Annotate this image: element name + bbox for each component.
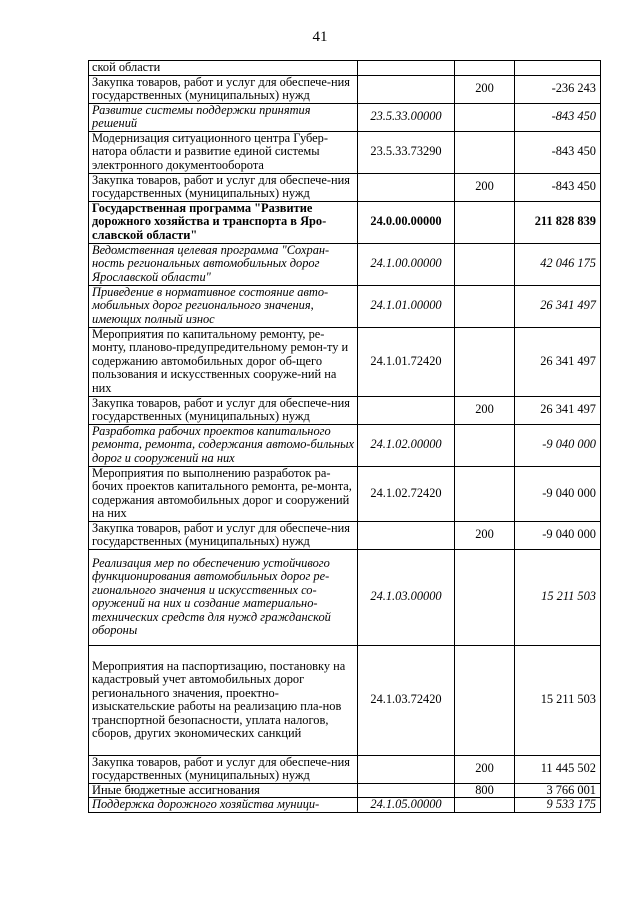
row-expense-type bbox=[455, 645, 515, 755]
row-expense-type: 200 bbox=[455, 173, 515, 201]
table-row bbox=[89, 131, 601, 173]
row-code: 24.1.02.00000 bbox=[358, 424, 455, 466]
row-code: 23.5.33.00000 bbox=[358, 103, 455, 131]
table-row bbox=[89, 424, 601, 466]
row-code bbox=[358, 521, 455, 549]
row-name: Закупка товаров, работ и услуг для обеспече-ния государственных (муниципальных) нужд bbox=[89, 755, 358, 783]
row-sum: 26 341 497 bbox=[515, 285, 601, 327]
row-code: 24.0.00.00000 bbox=[358, 201, 455, 243]
row-sum: 211 828 839 bbox=[515, 201, 601, 243]
table-row bbox=[89, 549, 601, 645]
row-code: 23.5.33.73290 bbox=[358, 131, 455, 173]
page-number: 41 bbox=[312, 29, 328, 45]
budget-table bbox=[88, 60, 601, 813]
row-code bbox=[358, 396, 455, 424]
row-name: Закупка товаров, работ и услуг для обеспече-ния государственных (муниципальных) нужд bbox=[89, 396, 358, 424]
row-expense-type: 200 bbox=[455, 521, 515, 549]
row-sum: 9 533 175 bbox=[515, 798, 601, 813]
row-sum: 42 046 175 bbox=[515, 243, 601, 285]
row-code: 24.1.01.72420 bbox=[358, 327, 455, 396]
row-code bbox=[358, 783, 455, 798]
table-row bbox=[89, 783, 601, 798]
row-name: Закупка товаров, работ и услуг для обеспече-ния государственных (муниципальных) нужд bbox=[89, 75, 358, 103]
budget-table-body bbox=[89, 61, 601, 813]
table-row bbox=[89, 61, 601, 76]
row-code bbox=[358, 755, 455, 783]
row-code bbox=[358, 173, 455, 201]
row-name: Мероприятия на паспортизацию, постановку на кадастровый учет автомобильных дорог регионального значения, проектно-изыскательские работы на реализацию пла-нов транспортной безопасности, уплата налогов, сборов, других экономических санкций bbox=[89, 645, 358, 755]
table-row bbox=[89, 755, 601, 783]
row-sum: -9 040 000 bbox=[515, 424, 601, 466]
row-sum: -236 243 bbox=[515, 75, 601, 103]
row-name: Мероприятия по капитальному ремонту, ре-монту, планово-предупредительному ремон-ту и содержанию автомобильных дорог об-щего пользования и искусственных сооруже-ний на них bbox=[89, 327, 358, 396]
row-expense-type bbox=[455, 549, 515, 645]
row-sum: -9 040 000 bbox=[515, 521, 601, 549]
row-code: 24.1.01.00000 bbox=[358, 285, 455, 327]
table-row bbox=[89, 243, 601, 285]
row-expense-type bbox=[455, 466, 515, 521]
row-expense-type: 800 bbox=[455, 783, 515, 798]
row-sum: 3 766 001 bbox=[515, 783, 601, 798]
row-expense-type bbox=[455, 327, 515, 396]
row-expense-type bbox=[455, 424, 515, 466]
table-row bbox=[89, 173, 601, 201]
row-name: Закупка товаров, работ и услуг для обеспече-ния государственных (муниципальных) нужд bbox=[89, 521, 358, 549]
table-row bbox=[89, 645, 601, 755]
table-row bbox=[89, 396, 601, 424]
row-sum: 15 211 503 bbox=[515, 645, 601, 755]
row-name: ской области bbox=[89, 61, 358, 76]
row-expense-type: 200 bbox=[455, 755, 515, 783]
row-expense-type bbox=[455, 61, 515, 76]
row-expense-type bbox=[455, 798, 515, 813]
row-name: Мероприятия по выполнению разработок ра-бочих проектов капитального ремонта, ре-монта, содержания автомобильных дорог и сооружений на них bbox=[89, 466, 358, 521]
table-row bbox=[89, 798, 601, 813]
row-name: Приведение в нормативное состояние авто-мобильных дорог регионального значения, имеющих полный износ bbox=[89, 285, 358, 327]
row-code: 24.1.03.72420 bbox=[358, 645, 455, 755]
table-row bbox=[89, 75, 601, 103]
row-name: Государственная программа "Развитие дорожного хозяйства и транспорта в Яро-славской области" bbox=[89, 201, 358, 243]
table-row bbox=[89, 327, 601, 396]
row-expense-type bbox=[455, 103, 515, 131]
row-code: 24.1.05.00000 bbox=[358, 798, 455, 813]
row-sum: 26 341 497 bbox=[515, 327, 601, 396]
row-name: Развитие системы поддержки принятия решений bbox=[89, 103, 358, 131]
row-expense-type: 200 bbox=[455, 396, 515, 424]
row-code: 24.1.02.72420 bbox=[358, 466, 455, 521]
row-code bbox=[358, 61, 455, 76]
row-code: 24.1.03.00000 bbox=[358, 549, 455, 645]
table-row bbox=[89, 103, 601, 131]
row-sum: 26 341 497 bbox=[515, 396, 601, 424]
row-code bbox=[358, 75, 455, 103]
row-sum: -843 450 bbox=[515, 173, 601, 201]
table-row bbox=[89, 466, 601, 521]
table-row bbox=[89, 201, 601, 243]
table-row bbox=[89, 521, 601, 549]
row-sum: -9 040 000 bbox=[515, 466, 601, 521]
row-code: 24.1.00.00000 bbox=[358, 243, 455, 285]
row-expense-type bbox=[455, 243, 515, 285]
row-name: Ведомственная целевая программа "Сохран-ность региональных автомобильных дорог Ярославской области" bbox=[89, 243, 358, 285]
table-row bbox=[89, 285, 601, 327]
row-sum: -843 450 bbox=[515, 103, 601, 131]
row-expense-type bbox=[455, 201, 515, 243]
row-name: Иные бюджетные ассигнования bbox=[89, 783, 358, 798]
row-name: Разработка рабочих проектов капитального ремонта, ремонта, содержания автомо-бильных дорог и сооружений на них bbox=[89, 424, 358, 466]
row-name: Реализация мер по обеспечению устойчивого функционирования автомобильных дорог ре-гионального значения и искусственных со-оружений на них и создание материально-технических средств для нужд гражданской обороны bbox=[89, 549, 358, 645]
row-sum: 11 445 502 bbox=[515, 755, 601, 783]
row-sum: 15 211 503 bbox=[515, 549, 601, 645]
row-name: Модернизация ситуационного центра Губер-натора области и развитие единой системы электронного документооборота bbox=[89, 131, 358, 173]
row-sum bbox=[515, 61, 601, 76]
row-name: Закупка товаров, работ и услуг для обеспече-ния государственных (муниципальных) нужд bbox=[89, 173, 358, 201]
row-sum: -843 450 bbox=[515, 131, 601, 173]
row-expense-type bbox=[455, 131, 515, 173]
row-expense-type: 200 bbox=[455, 75, 515, 103]
row-name: Поддержка дорожного хозяйства муници- bbox=[89, 798, 358, 813]
row-expense-type bbox=[455, 285, 515, 327]
